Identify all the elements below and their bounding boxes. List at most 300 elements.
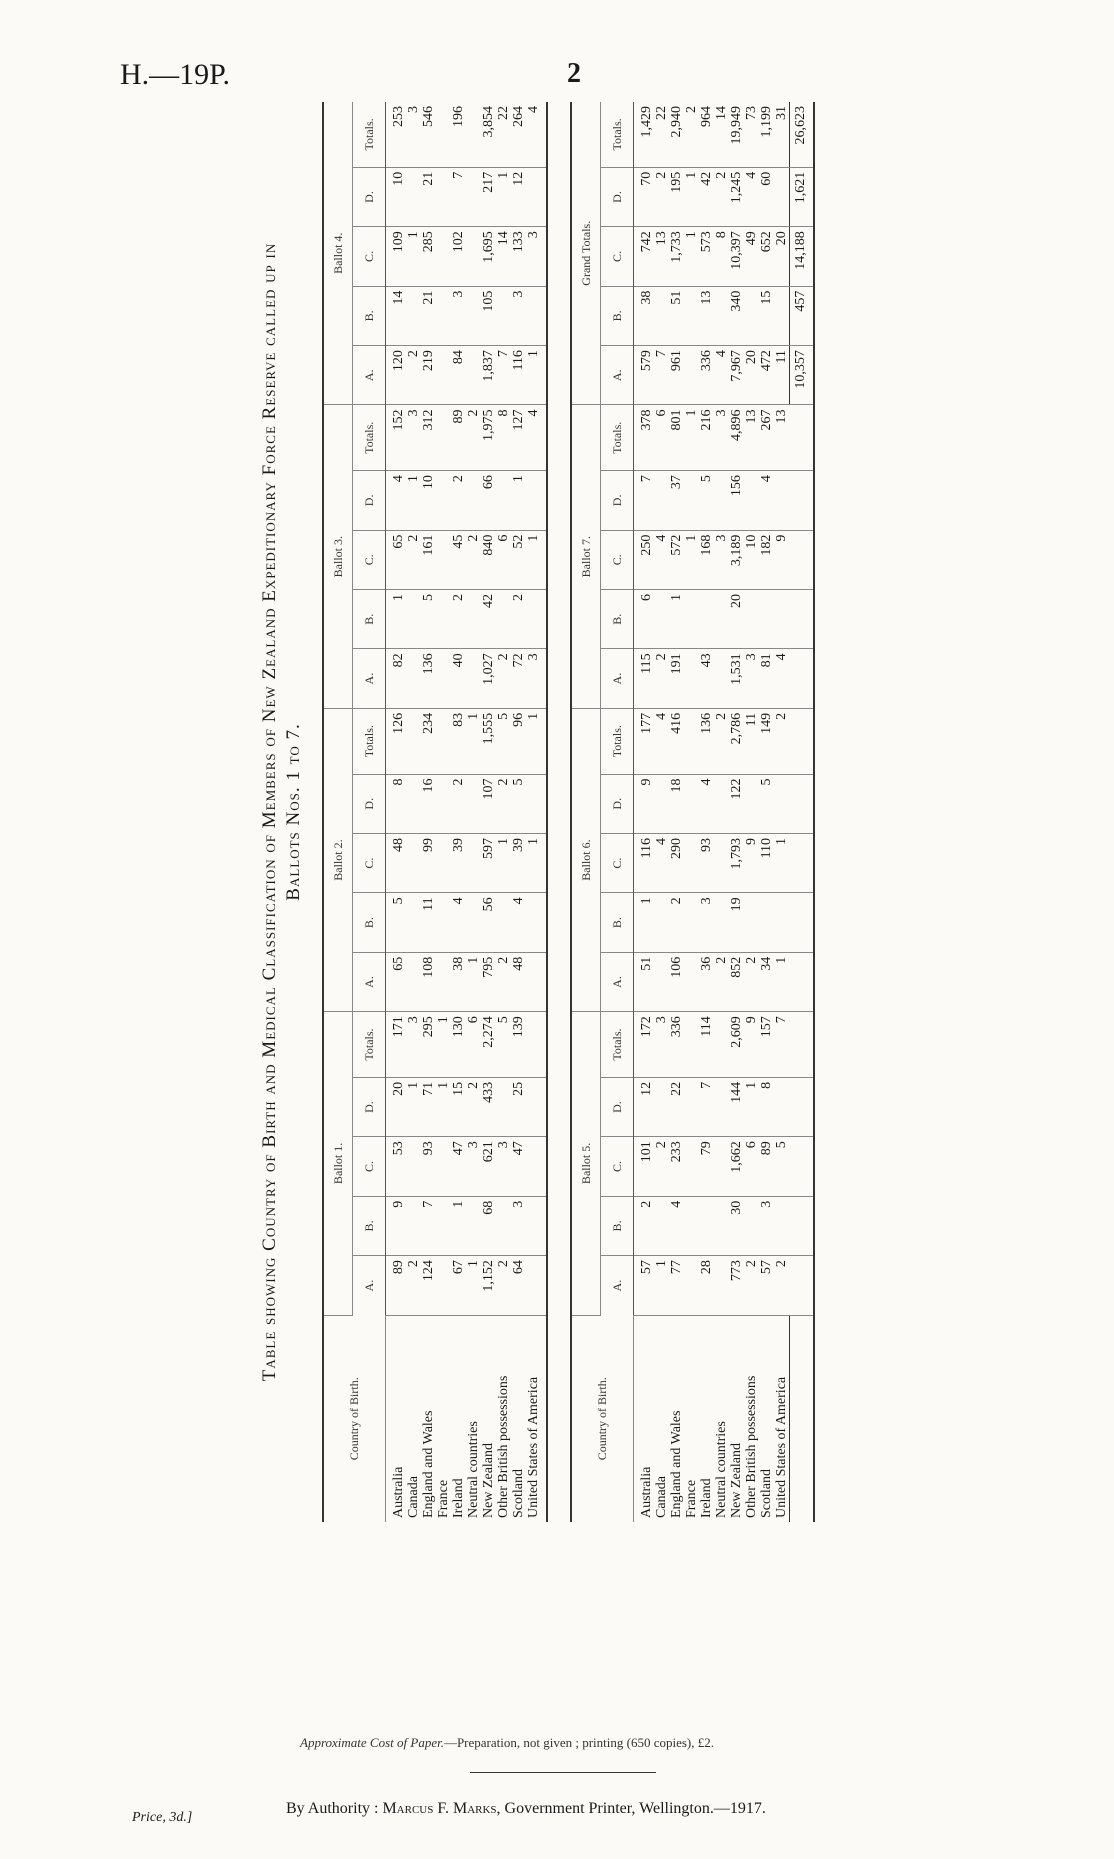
cell-value: 2	[774, 1256, 790, 1315]
cell-value: 773	[729, 1256, 744, 1315]
cell-value: 71	[421, 1077, 436, 1136]
cell-value: 2	[634, 1196, 655, 1255]
cell-value: 1	[406, 471, 421, 530]
cell-value: 5	[496, 708, 511, 774]
cell-value	[714, 1077, 729, 1136]
cell-value	[466, 893, 481, 952]
cell-value: 340	[729, 286, 744, 345]
country-name: New Zealand	[729, 1442, 744, 1518]
table-row	[436, 102, 451, 1522]
cell-value: 1	[386, 590, 407, 649]
cell-value: 191	[669, 649, 684, 708]
cell-value: 1,429	[634, 102, 655, 167]
cell-value: 196	[451, 102, 466, 167]
cell-value: 72	[511, 649, 526, 708]
cell-value	[744, 1196, 759, 1255]
table-row	[654, 102, 669, 1522]
cell-value	[774, 1196, 790, 1255]
cell-value: 120	[386, 346, 407, 405]
cell-value: 172	[634, 1012, 655, 1078]
cell-value: 116	[511, 346, 526, 405]
cell-value	[526, 286, 546, 345]
cell-value	[759, 893, 774, 952]
cell-value: 2	[466, 1077, 481, 1136]
country-name: Australia	[391, 1466, 406, 1518]
cell-value: 4	[526, 102, 546, 167]
cell-value: 1,245	[729, 167, 744, 226]
cell-value: 6	[466, 1012, 481, 1078]
cell-value: 11	[744, 708, 759, 774]
cell-value: 60	[759, 167, 774, 226]
cell-value: 136	[421, 649, 436, 708]
cell-value: 2	[496, 774, 511, 833]
cell-value: 801	[669, 405, 684, 471]
cell-value: 4	[699, 774, 714, 833]
cell-value: 4	[654, 530, 669, 589]
cell-value: 546	[421, 102, 436, 167]
cell-value: 2	[496, 1256, 511, 1315]
price: Price, 3d.]	[132, 1810, 193, 1825]
cell-value	[466, 590, 481, 649]
cell-value	[744, 774, 759, 833]
cell-value	[684, 708, 699, 774]
cell-value: 3	[406, 405, 421, 471]
grand-total-value: 14,188	[790, 227, 814, 286]
cell-value: 31	[774, 102, 790, 167]
page-number: 2	[567, 58, 581, 89]
cell-value	[436, 1137, 451, 1196]
cell-value: 1	[496, 167, 511, 226]
cell-value: 3	[511, 286, 526, 345]
cell-value: 6	[496, 530, 511, 589]
cell-value: 139	[511, 1012, 526, 1078]
country-name: Scotland	[759, 1469, 774, 1518]
cell-value	[774, 1077, 790, 1136]
country-name: France	[436, 1479, 451, 1518]
cell-value: 3	[526, 649, 546, 708]
cell-value: 116	[634, 833, 655, 892]
cell-value: 168	[699, 530, 714, 589]
cell-value: 177	[634, 708, 655, 774]
cell-value	[436, 952, 451, 1011]
printer-authority	[286, 1800, 766, 1818]
cell-value	[436, 530, 451, 589]
cell-value: 219	[421, 346, 436, 405]
empty-cell	[790, 833, 814, 892]
ballot-header: Ballot 2.	[324, 708, 353, 1011]
cell-value: 217	[481, 167, 496, 226]
cell-value	[406, 286, 421, 345]
printer-name: Marcus F. Marks	[382, 1800, 497, 1817]
cell-value: 216	[699, 405, 714, 471]
cell-value: 20	[744, 346, 759, 405]
cell-value: 1	[526, 530, 546, 589]
cell-value	[436, 708, 451, 774]
cell-value: 57	[634, 1256, 655, 1315]
cell-value: 8	[714, 227, 729, 286]
cell-value: 2,786	[729, 708, 744, 774]
cell-value: 2	[466, 405, 481, 471]
cell-value: 290	[669, 833, 684, 892]
cell-value: 3	[526, 227, 546, 286]
cell-value: 378	[634, 405, 655, 471]
column-header: A.	[601, 952, 634, 1011]
cell-value: 3	[759, 1196, 774, 1255]
cell-value: 4	[669, 1196, 684, 1255]
column-header: D.	[353, 774, 386, 833]
cell-value: 416	[669, 708, 684, 774]
cell-value: 472	[759, 346, 774, 405]
cell-value: 127	[511, 405, 526, 471]
cell-value	[406, 167, 421, 226]
cell-value: 234	[421, 708, 436, 774]
cell-value	[684, 590, 699, 649]
cell-value: 4	[744, 167, 759, 226]
column-header: C.	[601, 1137, 634, 1196]
cell-value: 233	[669, 1137, 684, 1196]
cell-value: 34	[759, 952, 774, 1011]
cell-value: 7	[774, 1012, 790, 1078]
cell-value: 114	[699, 1012, 714, 1078]
cell-value: 149	[759, 708, 774, 774]
cell-value: 1	[466, 952, 481, 1011]
cell-value: 53	[386, 1137, 407, 1196]
cell-value: 3	[714, 405, 729, 471]
cell-value	[744, 471, 759, 530]
country-name: Ireland	[699, 1478, 714, 1518]
column-header: Totals.	[601, 102, 634, 167]
cell-value: 267	[759, 405, 774, 471]
cell-value: 1	[466, 1256, 481, 1315]
cell-value: 108	[421, 952, 436, 1011]
cell-value	[654, 1077, 669, 1136]
cell-value: 13	[744, 405, 759, 471]
cell-value: 1	[526, 346, 546, 405]
cell-value: 48	[386, 833, 407, 892]
table-block	[322, 102, 548, 1522]
table-row	[481, 102, 496, 1522]
ballot-header: Ballot 5.	[572, 1012, 601, 1315]
cell-value	[466, 471, 481, 530]
cell-value	[759, 590, 774, 649]
cell-value: 77	[669, 1256, 684, 1315]
cell-value: 1,695	[481, 227, 496, 286]
cell-value	[684, 649, 699, 708]
cell-value	[436, 893, 451, 952]
cell-value	[436, 167, 451, 226]
cell-value: 1	[774, 833, 790, 892]
cell-value: 10	[744, 530, 759, 589]
cell-value: 2	[654, 649, 669, 708]
cell-value: 2	[496, 649, 511, 708]
table-row	[526, 102, 546, 1522]
column-header: D.	[353, 167, 386, 226]
column-header: Totals.	[601, 708, 634, 774]
country-name: United States of America	[526, 1376, 541, 1518]
column-header: Totals.	[353, 405, 386, 471]
cell-value	[436, 102, 451, 167]
cell-value	[714, 590, 729, 649]
cell-value	[744, 286, 759, 345]
cell-value: 152	[386, 405, 407, 471]
cell-value: 49	[744, 227, 759, 286]
cell-value: 2	[406, 346, 421, 405]
cell-value: 22	[496, 102, 511, 167]
cell-value: 39	[511, 833, 526, 892]
cell-value: 57	[759, 1256, 774, 1315]
cell-value	[684, 952, 699, 1011]
cell-value	[684, 1137, 699, 1196]
cell-value: 1	[684, 227, 699, 286]
cell-value: 964	[699, 102, 714, 167]
country-name: United States of America	[774, 1376, 789, 1518]
cell-value: 156	[729, 471, 744, 530]
cell-value: 336	[669, 1012, 684, 1078]
cell-value: 20	[386, 1077, 407, 1136]
empty-cell	[790, 1137, 814, 1196]
cell-value	[436, 471, 451, 530]
cell-value	[526, 1256, 546, 1315]
column-header: C.	[353, 1137, 386, 1196]
cell-value	[526, 471, 546, 530]
cell-value	[684, 1256, 699, 1315]
cell-value	[774, 471, 790, 530]
cell-value	[684, 1012, 699, 1078]
cell-value: 40	[451, 649, 466, 708]
cell-value	[436, 1196, 451, 1255]
cell-value: 2	[406, 530, 421, 589]
cell-value	[654, 952, 669, 1011]
table-row	[386, 102, 407, 1522]
cell-value: 89	[759, 1137, 774, 1196]
cell-value: 9	[744, 833, 759, 892]
cell-value: 4	[714, 346, 729, 405]
cell-value: 37	[669, 471, 684, 530]
cell-value: 1,662	[729, 1137, 744, 1196]
column-header: Totals.	[353, 102, 386, 167]
ballot-header: Ballot 4.	[324, 102, 353, 405]
cell-value: 4	[654, 708, 669, 774]
column-header: B.	[353, 1196, 386, 1255]
cell-value: 67	[451, 1256, 466, 1315]
grand-total-row	[790, 102, 814, 1522]
cell-value: 136	[699, 708, 714, 774]
cell-value: 1	[669, 590, 684, 649]
cell-value: 312	[421, 405, 436, 471]
cell-value: 1,027	[481, 649, 496, 708]
cell-value: 10,397	[729, 227, 744, 286]
cell-value: 4	[451, 893, 466, 952]
cell-value	[684, 833, 699, 892]
cell-value: 93	[699, 833, 714, 892]
cell-value: 133	[511, 227, 526, 286]
cell-value: 99	[421, 833, 436, 892]
cell-value: 96	[511, 708, 526, 774]
column-header: B.	[601, 893, 634, 952]
cell-value	[466, 774, 481, 833]
column-header: B.	[601, 590, 634, 649]
cell-value: 5	[496, 1012, 511, 1078]
cell-value: 4	[386, 471, 407, 530]
cell-value: 30	[729, 1196, 744, 1255]
cell-value: 15	[759, 286, 774, 345]
cell-value	[714, 833, 729, 892]
cell-value: 45	[451, 530, 466, 589]
grand-total-value: 10,357	[790, 346, 814, 405]
cell-value: 2	[714, 708, 729, 774]
cell-value: 12	[634, 1077, 655, 1136]
column-header: A.	[353, 952, 386, 1011]
cell-value: 1	[634, 893, 655, 952]
cell-value: 56	[481, 893, 496, 952]
cell-value: 25	[511, 1077, 526, 1136]
cell-value	[699, 1196, 714, 1255]
cell-value: 51	[634, 952, 655, 1011]
cell-value: 6	[744, 1137, 759, 1196]
cell-value: 13	[699, 286, 714, 345]
cell-value	[406, 708, 421, 774]
cell-value: 39	[451, 833, 466, 892]
column-header: Totals.	[353, 708, 386, 774]
cell-value: 1	[654, 1256, 669, 1315]
cell-value	[406, 774, 421, 833]
cell-value: 1	[744, 1077, 759, 1136]
cell-value	[466, 346, 481, 405]
cell-value: 68	[481, 1196, 496, 1255]
cell-value: 1	[526, 708, 546, 774]
title-line-1: Table showing Country of Birth and Medical Classification of Members of New Zealand Expeditionary Force Reserve called up in	[259, 242, 280, 1382]
cell-value	[714, 774, 729, 833]
cell-value	[684, 346, 699, 405]
cell-value: 115	[634, 649, 655, 708]
empty-cell	[790, 774, 814, 833]
cell-value: 4,896	[729, 405, 744, 471]
cell-value: 3	[406, 102, 421, 167]
cell-value: 2	[451, 471, 466, 530]
cell-value: 14	[714, 102, 729, 167]
cell-value: 122	[729, 774, 744, 833]
cell-value: 8	[496, 405, 511, 471]
column-header: D.	[601, 471, 634, 530]
cell-value: 1,152	[481, 1256, 496, 1315]
column-header: Totals.	[601, 1012, 634, 1078]
cell-value	[436, 649, 451, 708]
classification-table	[572, 102, 813, 1522]
cell-value: 110	[759, 833, 774, 892]
cell-value: 1,975	[481, 405, 496, 471]
cell-value: 5	[421, 590, 436, 649]
cell-value	[684, 286, 699, 345]
cell-value: 336	[699, 346, 714, 405]
cell-value: 21	[421, 286, 436, 345]
table-row	[451, 102, 466, 1522]
cell-value	[654, 774, 669, 833]
cell-value	[654, 590, 669, 649]
cell-value: 124	[421, 1256, 436, 1315]
cell-value	[774, 167, 790, 226]
cell-value: 3	[466, 1137, 481, 1196]
country-header: Country of Birth.	[324, 1315, 386, 1522]
cell-value	[714, 893, 729, 952]
authority-prefix: By Authority :	[286, 1800, 379, 1817]
cell-value: 107	[481, 774, 496, 833]
cell-value	[774, 893, 790, 952]
cell-value: 6	[634, 590, 655, 649]
ballot-header: Grand Totals.	[572, 102, 601, 405]
cell-value: 3	[511, 1196, 526, 1255]
cell-value: 82	[386, 649, 407, 708]
cell-value: 2	[669, 893, 684, 952]
column-header: B.	[601, 286, 634, 345]
cell-value: 84	[451, 346, 466, 405]
cell-value	[684, 893, 699, 952]
cell-value: 1	[406, 1077, 421, 1136]
cell-value	[744, 893, 759, 952]
cell-value: 64	[511, 1256, 526, 1315]
cell-value: 572	[669, 530, 684, 589]
rotated-table-sheet	[252, 102, 1114, 1522]
cell-value: 2,609	[729, 1012, 744, 1078]
cell-value: 65	[386, 952, 407, 1011]
cell-value: 1,555	[481, 708, 496, 774]
cell-value	[436, 405, 451, 471]
cell-value: 2	[744, 1256, 759, 1315]
cell-value	[714, 286, 729, 345]
cell-value: 1	[511, 471, 526, 530]
cell-value: 48	[511, 952, 526, 1011]
cell-value	[654, 471, 669, 530]
cell-value: 597	[481, 833, 496, 892]
table-row	[729, 102, 744, 1522]
column-header: Totals.	[601, 405, 634, 471]
country-name: Australia	[639, 1466, 654, 1518]
cell-value: 1,793	[729, 833, 744, 892]
cell-value: 42	[699, 167, 714, 226]
cell-value: 5	[759, 774, 774, 833]
column-header: C.	[601, 833, 634, 892]
country-name: Scotland	[511, 1469, 526, 1518]
country-name: Canada	[654, 1476, 669, 1518]
cell-value: 9	[744, 1012, 759, 1078]
cell-value: 1	[436, 1012, 451, 1078]
cell-value	[436, 590, 451, 649]
cell-value: 2	[654, 1137, 669, 1196]
cell-value: 195	[669, 167, 684, 226]
cell-value: 5	[699, 471, 714, 530]
cell-value: 16	[421, 774, 436, 833]
cell-value: 7,967	[729, 346, 744, 405]
cell-value: 1	[684, 405, 699, 471]
ballot-header: Ballot 3.	[324, 405, 353, 708]
cell-value: 105	[481, 286, 496, 345]
cell-value: 2,940	[669, 102, 684, 167]
cell-value	[526, 1012, 546, 1078]
column-header: A.	[601, 1256, 634, 1315]
cell-value: 285	[421, 227, 436, 286]
cell-value: 852	[729, 952, 744, 1011]
cell-value: 3	[699, 893, 714, 952]
column-header: B.	[353, 893, 386, 952]
cell-value: 2	[654, 167, 669, 226]
cell-value: 1,837	[481, 346, 496, 405]
cell-value	[496, 1196, 511, 1255]
cell-value	[684, 1077, 699, 1136]
cell-value: 43	[699, 649, 714, 708]
ballot-header: Ballot 7.	[572, 405, 601, 708]
cell-value	[436, 1256, 451, 1315]
cell-value	[684, 1196, 699, 1255]
cell-value: 20	[729, 590, 744, 649]
